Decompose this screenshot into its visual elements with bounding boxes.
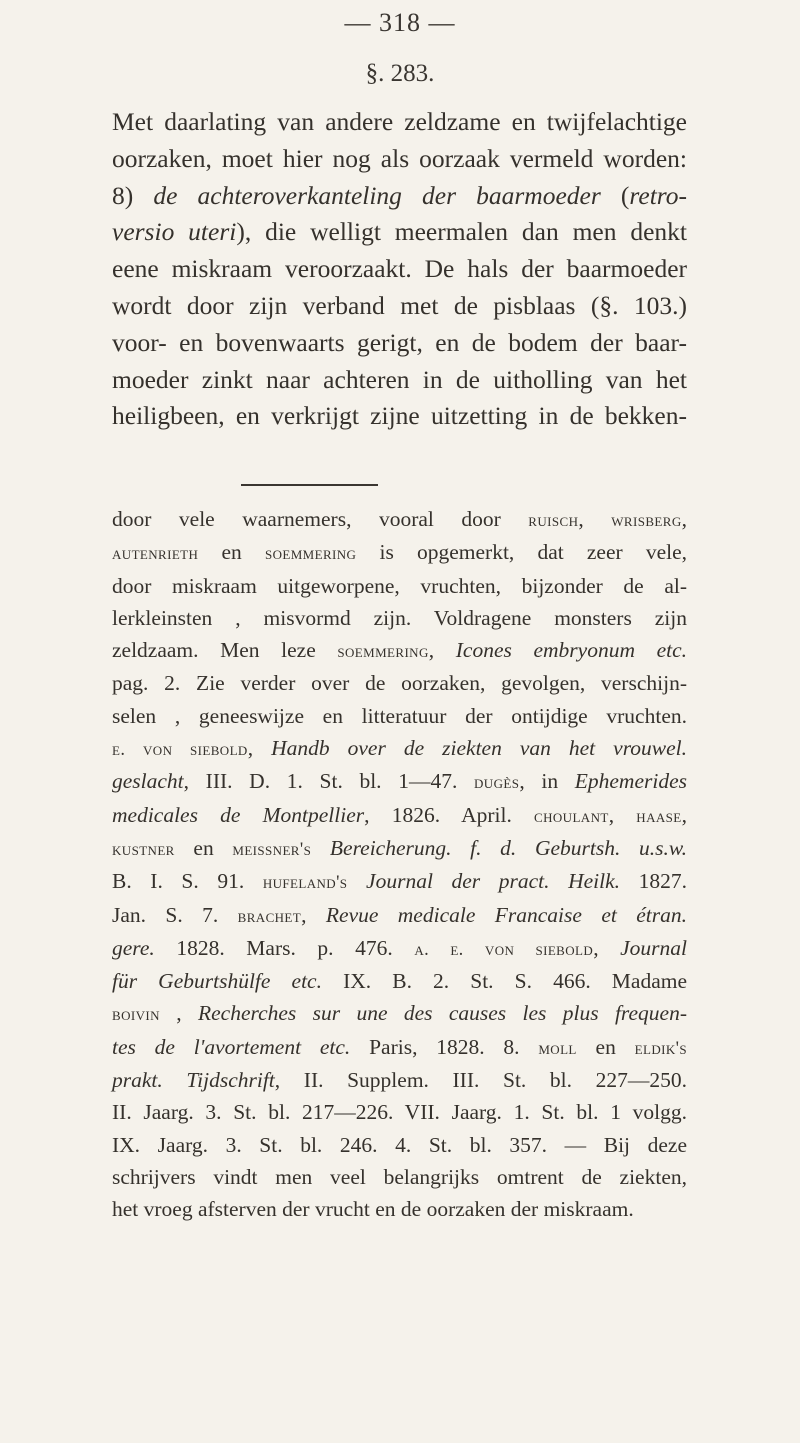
footnote-line [112,997,687,1030]
work-title: gere. [112,935,155,960]
text-run: , [578,507,612,531]
author-name: eldik's [634,1037,688,1058]
author-name: ruisch [528,510,579,530]
italic-term: de achteroverkanteling der baarmoeder [153,180,601,210]
footnote-line: IX. Jaarg. 3. St. bl. 246. 4. St. bl. 357. — Bij deze [112,1132,687,1157]
main-line: oorzaken, moet hier nog als oorzaak vermeld worden: [112,143,687,173]
main-line: moeder zinkt naar achteren in de uitholling van het [112,364,687,394]
author-name: wrisberg [611,510,682,530]
text-run: ), die welligt meermalen dan men denkt [236,217,687,247]
footnote-line [112,765,687,798]
list-marker: 8) [112,180,154,210]
footnote-line [112,1031,687,1064]
text-run: , [428,638,456,663]
author-name: meissner's [232,838,312,859]
text-run: , [159,1001,198,1026]
text-run: , [608,802,637,827]
italic-term: versio uteri [112,217,237,247]
text-run: , II. Supplem. III. St. bl. 227—250. [274,1068,687,1093]
work-title: geslacht [112,769,184,794]
footnote-line [112,832,687,865]
page-number: — 318 — [344,8,456,37]
main-line [112,178,687,215]
author-name: hufeland's [262,872,348,893]
work-title: Bereicherung. f. d. Geburtsh. u.s.w. [329,835,688,860]
work-title: Handb over de ziekten van het vrouwel. [271,736,687,761]
text-run: , [301,902,326,927]
text-run: B. I. S. 91. [112,869,263,894]
text-run: IX. B. 2. St. S. 466. Madame [321,969,687,994]
section-heading: §. 283. [365,60,435,87]
author-name: choulant [534,805,609,826]
footnote-line [112,865,687,898]
text-run [311,836,330,860]
author-name: kustner [112,838,175,859]
main-line [112,214,687,251]
author-name: autenrieth [112,543,199,564]
text-run: , in [519,769,575,794]
author-name: soemmering [337,641,429,662]
work-title: Revue medicale Francaise et étran. [325,902,687,927]
work-title: Journal [620,935,688,960]
text-run: , [247,736,272,761]
text-run: zeldzaam. Men leze [112,638,338,663]
author-name: haase [636,805,682,826]
footnote [112,503,687,1226]
work-title: medicales de Montpellier [112,802,365,827]
main-line: voor- en bovenwaarts gerigt, en de bodem der baar- [112,327,687,357]
author-name: brachet [237,905,302,926]
text-run: door vele waarnemers, vooral door [112,507,529,531]
footnote-divider [241,484,378,486]
work-title: Ephemerides [574,769,687,794]
main-line: Met daarlating van andere zeldzame en twijfelachtige [112,107,687,136]
work-title: Journal der pract. Heilk. [366,869,621,894]
work-title: tes de l'avortement etc. [112,1034,351,1059]
text-run: en [576,1034,635,1059]
text-run: 1828. Mars. p. 476. [154,935,415,960]
text-run: , [681,802,687,827]
work-title: prakt. Tijdschrift [112,1068,275,1093]
text-run: , [681,507,687,531]
author-name: a. e. von siebold [414,938,594,959]
text-run: en [174,835,233,860]
footnote-line: lerkleinsten , misvormd zijn. Voldragene monsters zijn [112,605,687,630]
footnote-line: door miskraam uitgeworpene, vruchten, bijzonder de al- [112,573,687,598]
text-run: , 1826. April. [364,802,535,827]
text-run: 1827. [620,869,687,894]
text-run: ( [600,180,630,210]
main-paragraph [112,104,687,435]
text-run: Jan. S. 7. [112,902,238,927]
text-run: is opgemerkt, dat zeer vele, [356,540,687,565]
footnote-line [112,634,687,667]
work-title: Icones embryonum etc. [455,638,688,663]
work-title: für Geburtshülfe etc. [112,969,322,994]
footnote-line: pag. 2. Zie verder over de oorzaken, gevolgen, verschijn- [112,671,687,696]
text-run: , [593,935,621,960]
footnote-line [112,899,687,932]
text-run: , III. D. 1. St. bl. 1—47. [183,769,474,794]
footnote-line [112,965,687,997]
text-run [347,869,366,893]
footnote-line [112,503,687,536]
text-run: en [198,540,265,565]
main-line: eene miskraam veroorzaakt. De hals der baarmoeder [112,254,687,284]
footnote-line [112,799,687,832]
author-name: soemmering [264,543,357,564]
footnote-line: het vroeg afsterven der vrucht en de oorzaken der miskraam. [112,1197,634,1222]
main-line: heiligbeen, en verkrijgt zijne uitzetting in de bekken- [112,401,687,431]
footnote-line [112,732,687,765]
footnote-line: II. Jaarg. 3. St. bl. 217—226. VII. Jaarg. 1. St. bl. 1 volgg. [112,1100,687,1125]
footnote-line [112,932,687,965]
footnote-line [112,1064,687,1096]
author-name: boivin [112,1004,160,1025]
main-line: wordt door zijn verband met de pisblaas (§. 103.) [112,290,687,320]
text-run: Paris, 1828. 8. [350,1034,539,1059]
author-name: moll [538,1037,577,1058]
work-title: Recherches sur une des causes les plus frequen- [197,1001,687,1026]
footnote-line: selen , geneeswijze en litteratuur der ontijdige vruchten. [112,703,687,728]
footnote-line [112,536,687,569]
italic-term: retro- [629,180,688,210]
footnote-line: schrijvers vindt men veel belangrijks omtrent de ziekten, [112,1164,687,1189]
author-name: e. von siebold [112,739,248,760]
author-name: dugès [474,772,520,793]
